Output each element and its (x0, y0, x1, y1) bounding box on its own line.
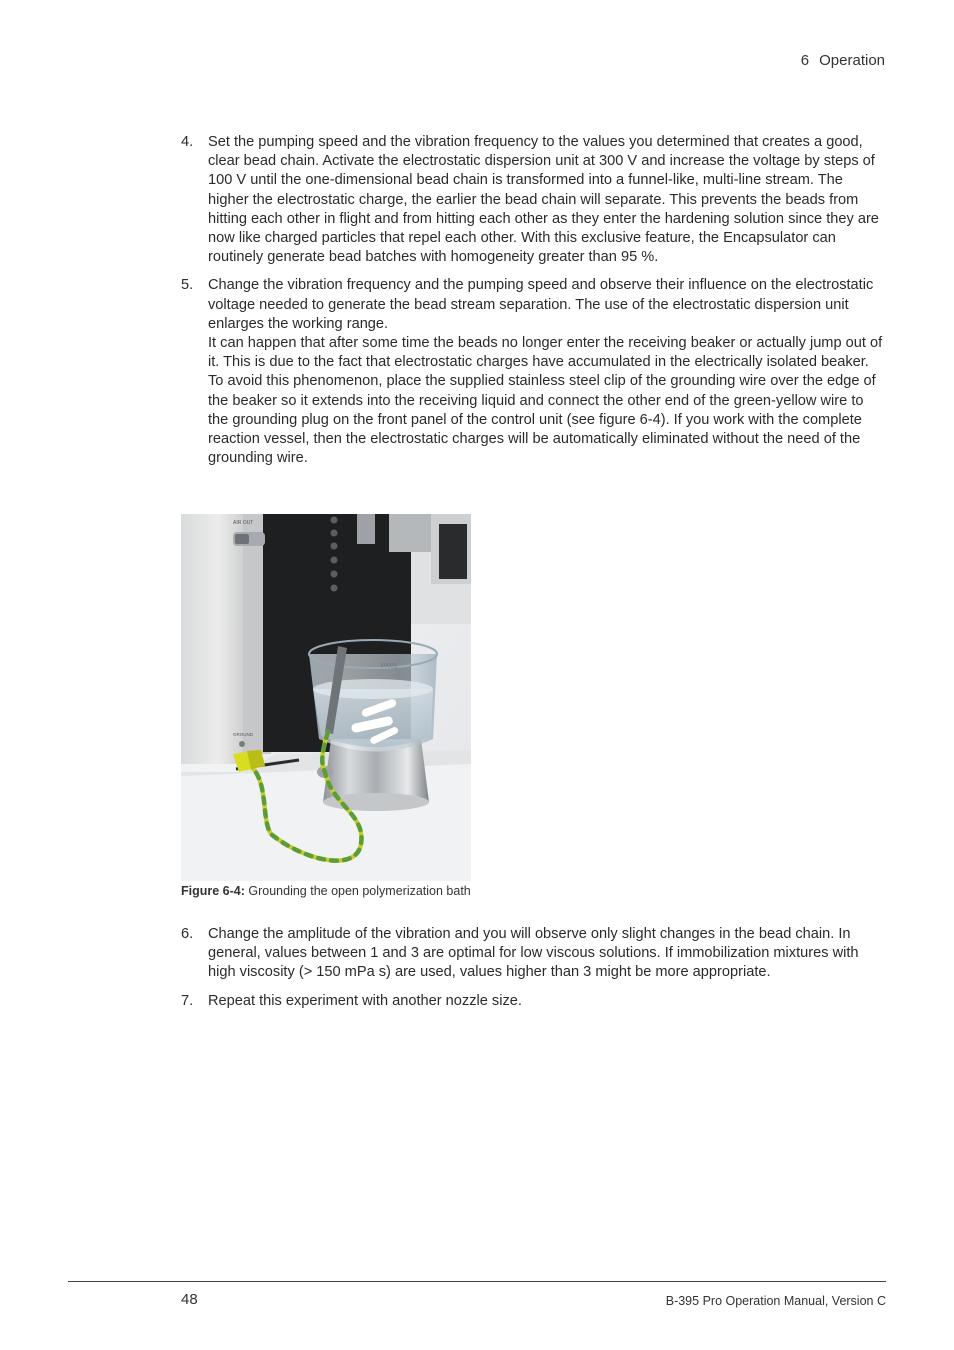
figure-caption-text: Grounding the open polymerization bath (244, 884, 471, 898)
step-paragraph: Repeat this experiment with another nozzle size. (208, 992, 522, 1009)
step-number: 6. (181, 926, 194, 942)
step-item (181, 992, 887, 1011)
page-number: 48 (181, 1291, 198, 1308)
indicator-light (331, 557, 338, 564)
step-number: 4. (181, 134, 194, 150)
step-paragraph: Change the amplitude of the vibration and you will observe only slight changes in the bead chain. In general, values between 1 and 3 are optimal for low viscous solutions. If immobilization mixtures with high viscosity (> 150 mPa s) are used, values higher than 3 might be more appropriate. (208, 926, 859, 981)
figure-caption-label: Figure 6-4: (181, 884, 245, 898)
document-title: B-395 Pro Operation Manual, Version C (665, 1294, 886, 1308)
page-header (801, 52, 885, 69)
procedure-steps-top (181, 133, 887, 468)
figure-caption (181, 884, 471, 898)
indicator-light (331, 517, 338, 524)
ground-label: GROUND (233, 732, 253, 737)
indicator-light (331, 543, 338, 550)
step-number: 5. (181, 277, 194, 294)
step-paragraph: It can happen that after some time the beads no longer enter the receiving beaker or actually jump out of it. This is due to the fact that electrostatic charges have accumulated in the electrically isolated beaker. To avoid this phenomenon, place the supplied stainless steel clip of the grounding wire over the edge of the beaker so it extends into the receiving liquid and connect the other end of the green-yellow wire to the grounding plug on the front panel of the control unit (see figure 6-4). If you work with the complete reaction vessel, then the electrostatic charges will be automatically eliminated without the need of the grounding wire. (208, 335, 883, 467)
procedure-steps-bottom (181, 925, 887, 1011)
ground-socket (239, 741, 245, 747)
indicator-light (331, 585, 338, 592)
step-item (181, 925, 887, 983)
beaker-volume-label: 500ml (380, 661, 397, 667)
step-paragraph: Set the pumping speed and the vibration frequency to the values you determined that creates a good, clear bead chain. Activate the electrostatic dispersion unit at 300 V and increase the voltage by steps of 100 V until the one-dimensional bead chain is transformed into a funnel-like, multi-line stream. The higher the electrostatic charge, the earlier the bead chain will separate. This prevents the beads from hitting each other in flight and from hitting each other as they enter the hardening solution since they are now like charged particles that repel each other. With this exclusive feature, the Encapsulator can routinely generate bead batches with homogeneity greater than 95 %. (208, 134, 879, 266)
air-out-label: AIR OUT (233, 520, 254, 526)
indicator-light (331, 571, 338, 578)
footer-divider (68, 1281, 886, 1282)
chapter-title: Operation (819, 52, 885, 69)
indicator-light (331, 530, 338, 537)
grounding-photo (181, 514, 471, 881)
figure-grounding-photo (181, 514, 471, 881)
step-paragraph: Change the vibration frequency and the pumping speed and observe their influence on the electrostatic voltage needed to generate the bead stream separation. The use of the electrostatic dispersion unit enlarges the working range. (208, 277, 874, 332)
step-item (181, 133, 887, 267)
step-number: 7. (181, 992, 194, 1009)
step-item (181, 276, 887, 468)
chapter-number: 6 (800, 52, 810, 69)
